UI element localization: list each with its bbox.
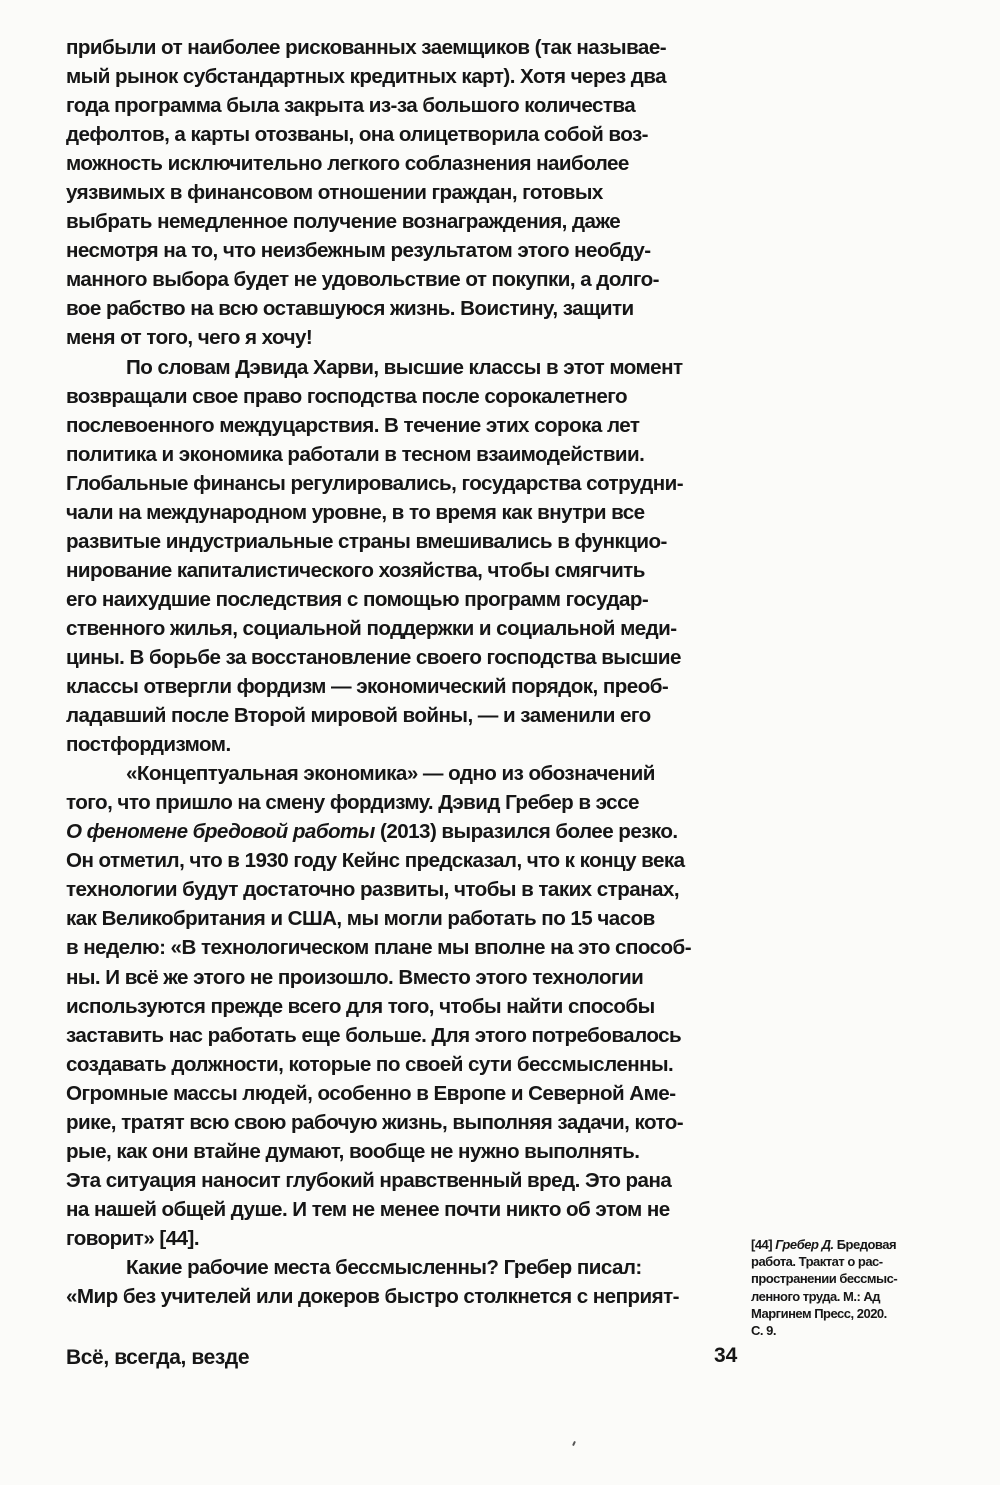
text-line: манного выбора будет не удовольствие от покупки, а долго- (66, 268, 659, 292)
paragraph-start-line: По словам Дэвида Харви, высшие классы в этот момент (126, 355, 683, 379)
text-line: выбрать немедленное получение вознаграждения, даже (66, 210, 621, 234)
text-line: нирование капиталистического хозяйства, чтобы смягчить (66, 558, 645, 582)
essay-title: О феномене бредовой работы (66, 820, 375, 844)
scan-speck (572, 1441, 576, 1446)
text-line: рике, тратят всю свою рабочую жизнь, выполняя задачи, кото- (66, 1110, 684, 1134)
text-line: технологии будут достаточно развиты, чтобы в таких странах, (66, 878, 679, 902)
footnote-line: Маргинем Пресс, 2020. (751, 1305, 887, 1321)
text-line: заставить нас работать еще больше. Для этого потребовалось (66, 1023, 682, 1047)
text-line: политика и экономика работали в тесном взаимодействии. (66, 442, 645, 466)
text-line: того, что пришло на смену фордизму. Дэвид Гребер в эссе (66, 791, 639, 815)
text-line: как Великобритания и США, мы могли работать по 15 часов (66, 907, 655, 931)
text-line: послевоенного междуцарствия. В течение этих сорока лет (66, 413, 640, 437)
footnote-line: ленного труда. М.: Ад (751, 1288, 881, 1304)
text-line: несмотря на то, что неизбежным результатом этого необду- (66, 239, 651, 263)
text-fragment: (2013) выразился более резко. (374, 820, 678, 844)
text-line: можность исключительно легкого соблазнения наиболее (66, 152, 629, 176)
footnote-line: работа. Трактат о рас- (751, 1254, 883, 1270)
text-line: мый рынок субстандартных кредитных карт). Хотя через два (66, 65, 667, 89)
text-line: используются прежде всего для того, чтобы найти способы (66, 994, 655, 1018)
text-line: Он отметил, что в 1930 году Кейнс предсказал, что к концу века (66, 849, 685, 873)
sidenote-footnote (751, 1236, 966, 1339)
footnote-author: Гребер Д. (775, 1237, 834, 1252)
text-line: цины. В борьбе за восстановление своего господства высшие (66, 645, 681, 669)
text-line: на нашей общей душе. И тем не менее почти никто об этом не (66, 1197, 670, 1221)
text-line: прибыли от наиболее рискованных заемщиков (так называе- (66, 36, 667, 59)
text-line: говорит» [44]. (66, 1226, 199, 1250)
paragraph-start-line: Какие рабочие места бессмысленны? Гребер писал: (126, 1255, 642, 1279)
footnote-text: Бредовая (833, 1237, 897, 1252)
text-line: ны. И всё же этого не произошло. Вместо этого технологии (66, 965, 644, 989)
text-line: Огромные массы людей, особенно в Европе и Северной Аме- (66, 1081, 676, 1105)
text-line: классы отвергли фордизм — экономический порядок, преоб- (66, 675, 669, 699)
text-line: Глобальные финансы регулировались, государства сотрудни- (66, 471, 684, 495)
text-line: постфордизмом. (66, 733, 231, 757)
text-line: рые, как они втайне думают, вообще не нужно выполнять. (66, 1139, 640, 1163)
text-line: возвращали свое право господства после сорокалетнего (66, 384, 628, 408)
text-line (66, 817, 746, 846)
paragraph-start-line: «Концептуальная экономика» — одно из обозначений (126, 762, 655, 786)
text-line: меня от того, чего я хочу! (66, 326, 313, 350)
text-line: чали на международном уровне, в то время как внутри все (66, 500, 645, 524)
text-line: дефолтов, а карты отозваны, она олицетворила собой воз- (66, 123, 648, 147)
text-line: «Мир без учителей или докеров быстро столкнется с неприят- (66, 1285, 679, 1309)
body-text (66, 33, 746, 1311)
text-line: создавать должности, которые по своей сути бессмысленны. (66, 1052, 674, 1076)
text-line: уязвимых в финансовом отношении граждан, готовых (66, 181, 603, 205)
text-line: ладавший после Второй мировой войны, — и заменили его (66, 704, 651, 728)
footnote-line (751, 1236, 966, 1253)
footnote-line: пространении бессмыс- (751, 1271, 898, 1287)
text-line: Эта ситуация наносит глубокий нравственный вред. Это рана (66, 1168, 672, 1192)
text-line: вое рабство на всю оставшуюся жизнь. Воистину, защити (66, 297, 634, 321)
text-line: года программа была закрыта из-за большого количества (66, 94, 636, 118)
footnote-line: С. 9. (751, 1323, 776, 1339)
text-line: его наихудшие последствия с помощью программ государ- (66, 587, 649, 611)
text-line: ственного жилья, социальной поддержки и социальной меди- (66, 616, 677, 640)
page-number: 34 (714, 1344, 738, 1367)
text-line: развитые индустриальные страны вмешивались в функцио- (66, 529, 667, 553)
text-line: в неделю: «В технологическом плане мы вполне на это способ- (66, 936, 692, 960)
footnote-ref: [44] (751, 1237, 773, 1252)
running-title: Всё, всегда, везде (66, 1346, 250, 1369)
